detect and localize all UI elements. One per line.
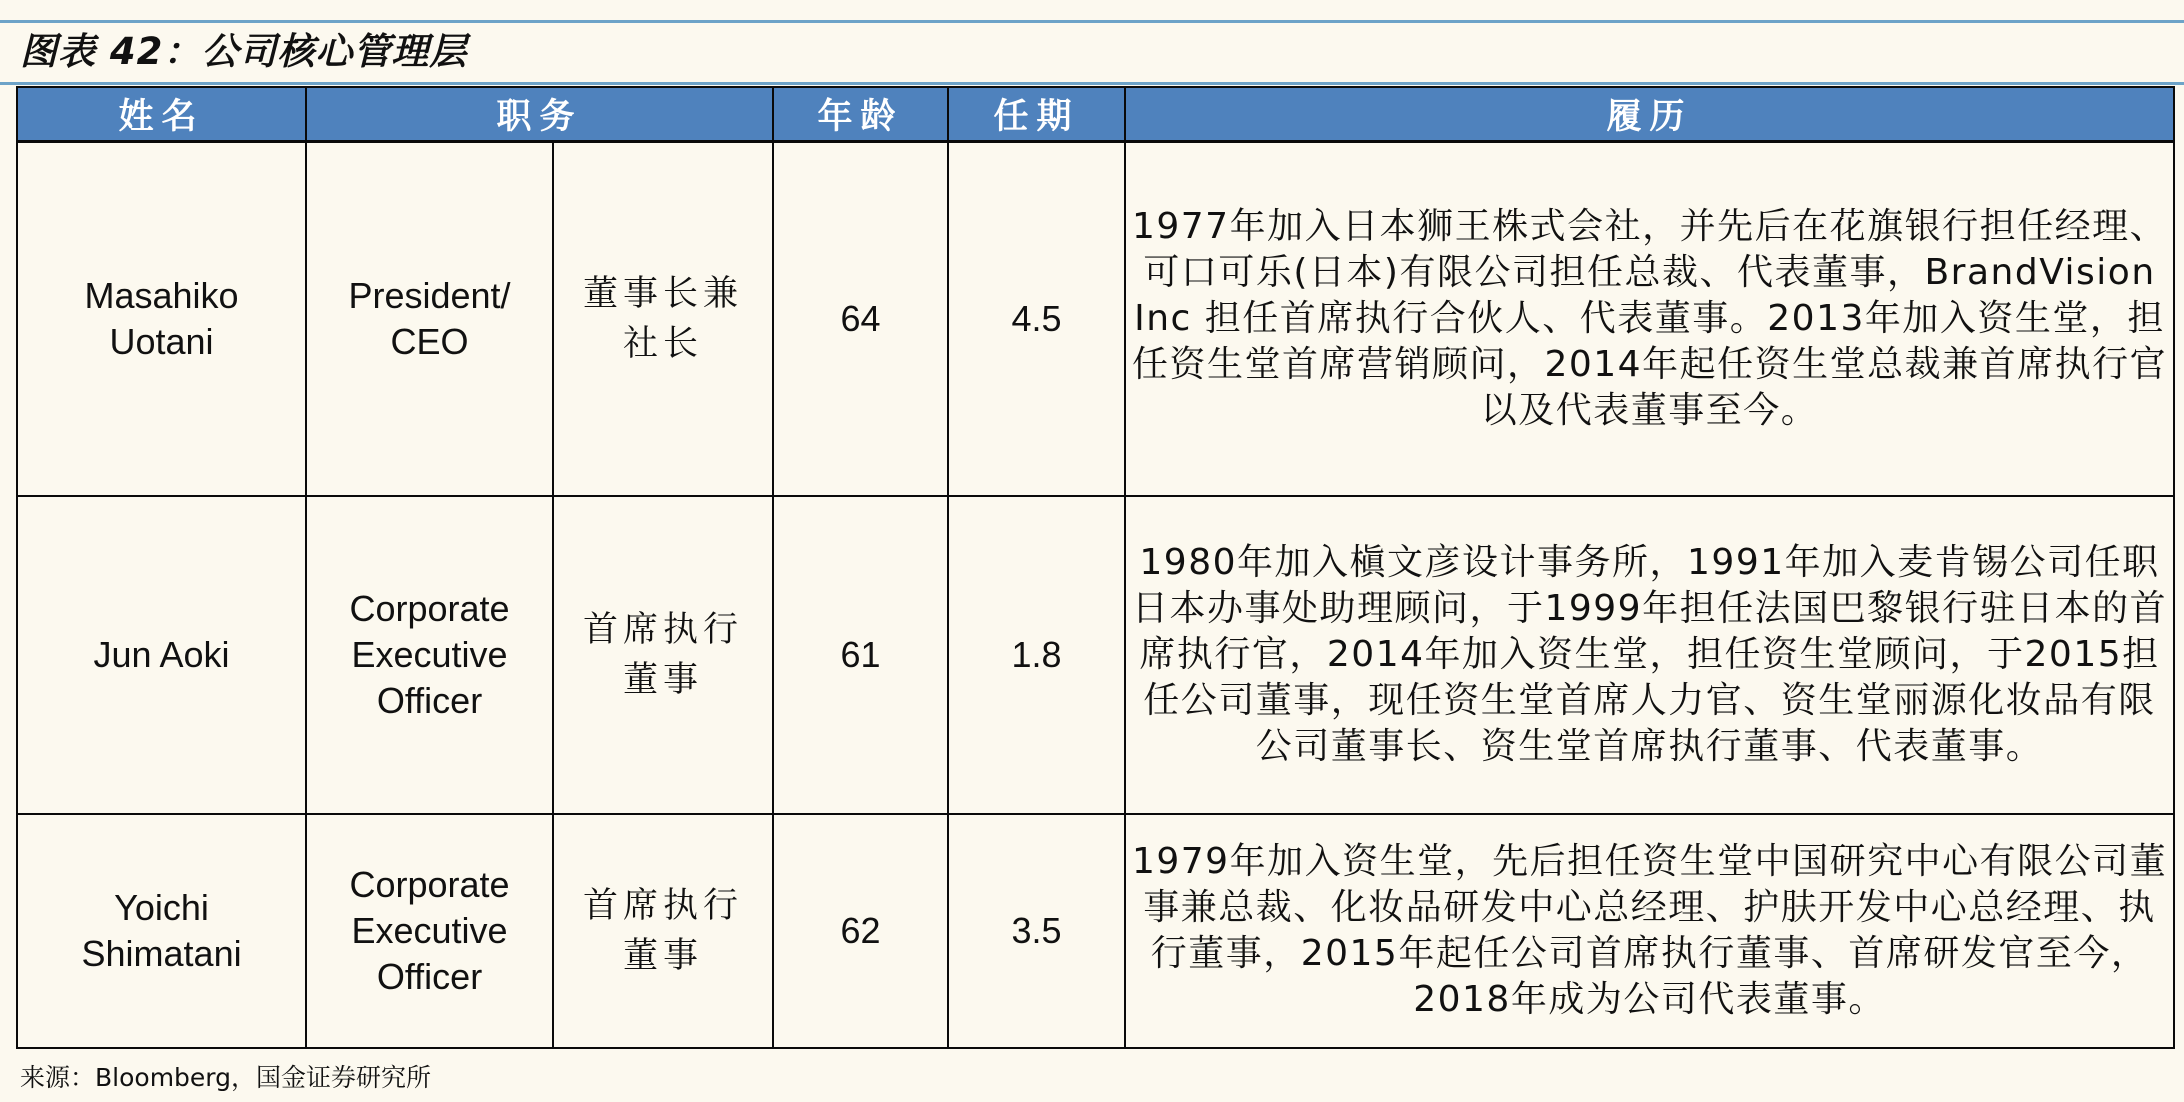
cell-name [17,814,306,1048]
title-rule [0,82,2184,85]
position-en-text: Corporate Executive Officer [349,587,510,721]
cell-age: 64 [773,142,948,496]
cell-position-cn [553,142,773,496]
cell-age: 61 [773,496,948,814]
name-text: Masahiko Uotani [84,274,239,362]
table-row [17,496,2174,814]
header-name: 姓名 [17,87,306,142]
table-row [17,142,2174,496]
position-en-text: President/ CEO [348,274,511,362]
top-rule [0,20,2184,23]
position-en-text: Corporate Executive Officer [349,863,510,997]
cell-position-en [306,142,553,496]
name-text: Jun Aoki [93,633,230,675]
cell-tenure: 1.8 [948,496,1125,814]
cell-resume: 1977年加入日本狮王株式会社，并先后在花旗银行担任经理、可口可乐(日本)有限公司担任总裁、代表董事，BrandVision Inc 担任首席执行合伙人、代表董事。2013年加入资生堂，担任资生堂首席营销顾问，2014年起任资生堂总裁兼首席执行官以及代表董事至今。 [1125,142,2174,496]
cell-name [17,496,306,814]
position-cn-text: 首席执行董事 [582,609,743,700]
table-row [17,814,2174,1048]
cell-resume: 1980年加入槇文彦设计事务所，1991年加入麦肯锡公司任职日本办事处助理顾问，于1999年担任法国巴黎银行驻日本的首席执行官，2014年加入资生堂，担任资生堂顾问，于2015担任公司董事，现任资生堂首席人力官、资生堂丽源化妆品有限公司董事长、资生堂首席执行董事、代表董事。 [1125,496,2174,814]
cell-tenure: 3.5 [948,814,1125,1048]
position-cn-text: 首席执行董事 [582,885,743,976]
table-header-row [17,87,2174,142]
cell-position-en [306,496,553,814]
header-tenure: 任期 [948,87,1125,142]
cell-position-en [306,814,553,1048]
position-cn-text: 董事长兼社长 [582,273,743,364]
cell-age: 62 [773,814,948,1048]
cell-position-cn [553,496,773,814]
header-age: 年龄 [773,87,948,142]
figure-title: 图表 42：公司核心管理层 [20,30,468,73]
cell-tenure: 4.5 [948,142,1125,496]
cell-position-cn [553,814,773,1048]
cell-name [17,142,306,496]
management-table [16,86,2175,1049]
header-resume: 履历 [1125,87,2174,142]
cell-resume: 1979年加入资生堂，先后担任资生堂中国研究中心有限公司董事兼总裁、化妆品研发中心总经理、护肤开发中心总经理、执行董事，2015年起任公司首席执行董事、首席研发官至今，2018年成为公司代表董事。 [1125,814,2174,1048]
name-text: Yoichi Shimatani [81,886,242,974]
source-note: 来源：Bloomberg，国金证券研究所 [20,1063,431,1092]
header-position: 职务 [306,87,773,142]
